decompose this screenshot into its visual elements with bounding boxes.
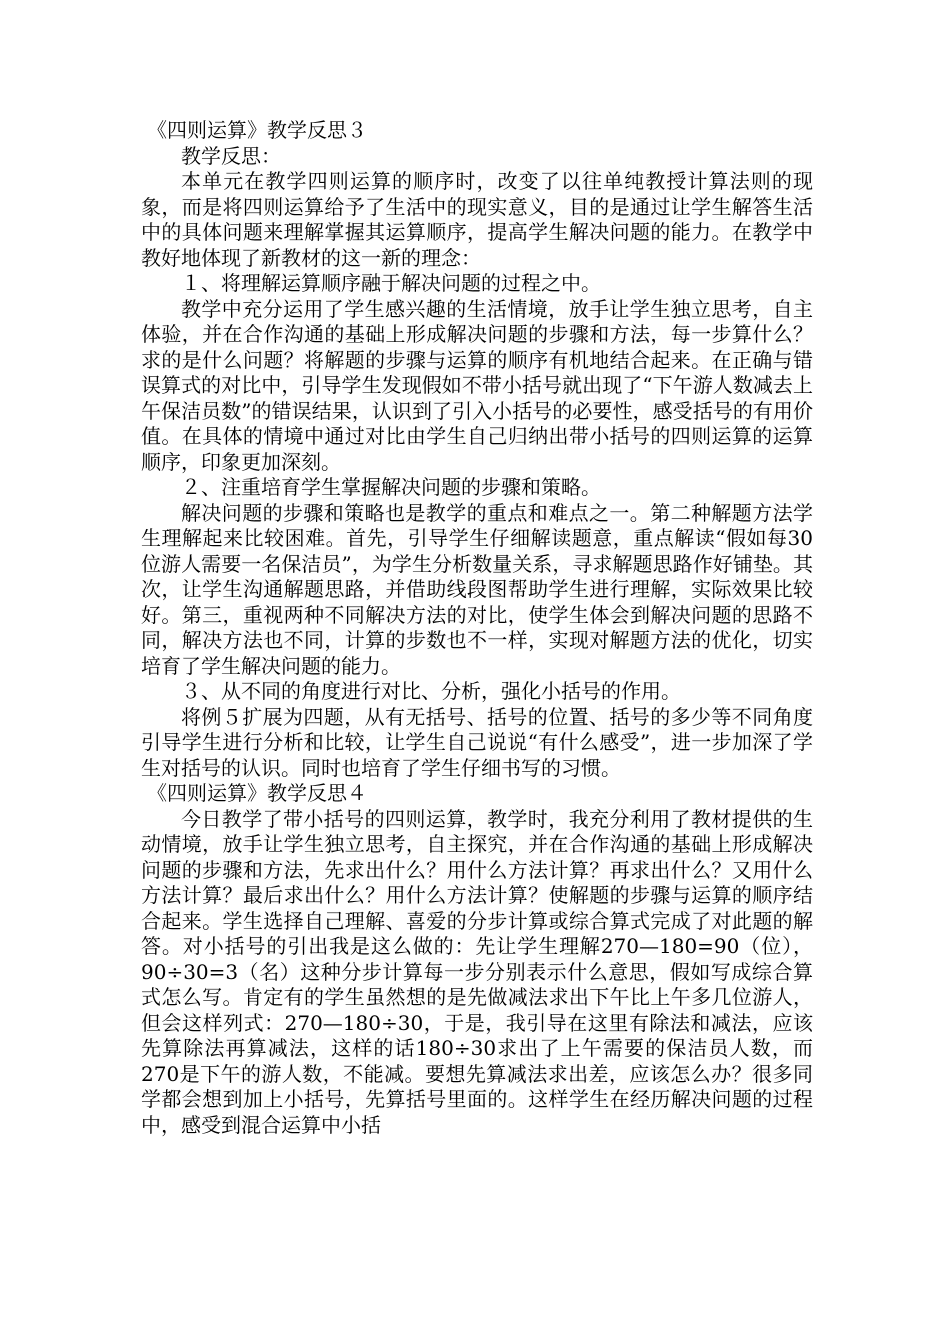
section-4-title: 《四则运算》教学反思４ <box>147 781 367 805</box>
point-1-body: 教学中充分运用了学生感兴趣的生活情境，放手让学生独立思考，自主体验，并在合作沟通的基础上形成解决问题的步骤和方法，每一步算什么？求的是什么问题？将解题的步骤与运算的顺序有机地结合起来。在正确与错误算式的对比中，引导学生发现假如不带小括号就出现了“下午游人数减去上午保洁员数”的错误结果，认识到了引入小括号的必要性，感受括号的有用价值。在具体的情境中通过对比由学生自己归纳出带小括号的四则运算的运算顺序，印象更加深刻。 <box>141 296 813 474</box>
document-body <box>141 118 813 1138</box>
point-2-title: ２、注重培育学生掌握解决问题的步骤和策略。 <box>181 475 601 499</box>
point-3-title: ３、从不同的角度进行对比、分析，强化小括号的作用。 <box>181 679 681 703</box>
point-1-title: １、将理解运算顺序融于解决问题的过程之中。 <box>181 271 601 295</box>
section-3-intro: 本单元在教学四则运算的顺序时，改变了以往单纯教授计算法则的现象，而是将四则运算给予了生活中的现实意义，目的是通过让学生解答生活中的具体问题来理解掌握其运算顺序，提高学生解决问题的能力。在教学中教好地体现了新教材的这一新的理念： <box>141 169 813 270</box>
point-3-body: 将例５扩展为四题，从有无括号、括号的位置、括号的多少等不同角度引导学生进行分析和比较，让学生自己说说“有什么感受”，进一步加深了学生对括号的认识。同时也培育了学生仔细书写的习惯。 <box>141 704 813 780</box>
section-4-body: 今日教学了带小括号的四则运算，教学时，我充分利用了教材提供的生动情境，放手让学生独立思考，自主探究，并在合作沟通的基础上形成解决问题的步骤和方法，先求出什么？用什么方法计算？再求出什么？又用什么方法计算？最后求出什么？用什么方法计算？使解题的步骤与运算的顺序结合起来。学生选择自己理解、喜爱的分步计算或综合算式完成了对此题的解答。对小括号的引出我是这么做的：先让学生理解270—180=90（位），90÷30=3（名）这种分步计算每一步分别表示什么意思，假如写成综合算式怎么写。肯定有的学生虽然想的是先做减法求出下午比上午多几位游人，但会这样列式：270—180÷30，于是，我引导在这里有除法和减法，应该先算除法再算减法，这样的话180÷30求出了上午需要的保洁员人数，而270是下午的游人数，不能减。要想先算减法求出差，应该怎么办？很多同学都会想到加上小括号，先算括号里面的。这样学生在经历解决问题的过程中，感受到混合运算中小括 <box>141 806 813 1137</box>
section-3-title: 《四则运算》教学反思３ <box>147 118 367 142</box>
section-3-label: 教学反思： <box>181 143 281 168</box>
point-2-body: 解决问题的步骤和策略也是教学的重点和难点之一。第二种解题方法学生理解起来比较困难。首先，引导学生仔细解读题意，重点解读“假如每30位游人需要一名保洁员”，为学生分析数量关系，寻求解题思路作好铺垫。其次，让学生沟通解题思路，并借助线段图帮助学生进行理解，实际效果比较好。第三，重视两种不同解决方法的对比，使学生体会到解决问题的思路不同，解决方法也不同，计算的步数也不一样，实现对解题方法的优化，切实培育了学生解决问题的能力。 <box>141 500 813 678</box>
